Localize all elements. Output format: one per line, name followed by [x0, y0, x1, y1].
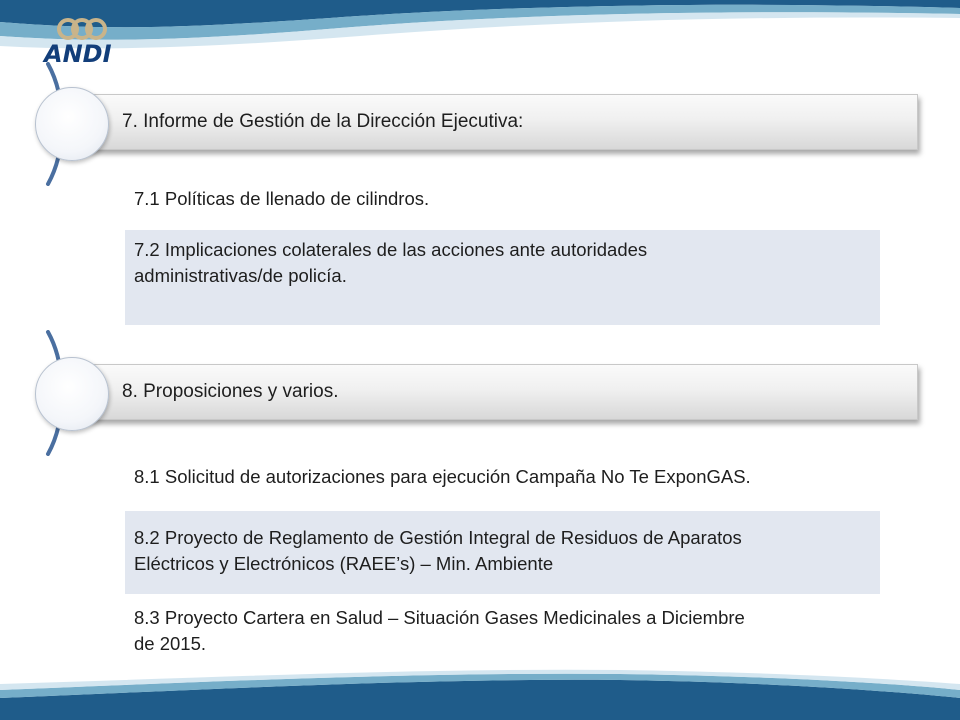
- item-8-3-line-2: de 2015.: [134, 633, 207, 654]
- logo-rings-icon: [56, 16, 116, 42]
- item-8-3-line-1: 8.3 Proyecto Cartera en Salud – Situación Gases Medicinales a Diciembre: [134, 607, 745, 628]
- section-7-title: 7. Informe de Gestión de la Dirección Ejecutiva:: [122, 111, 524, 132]
- item-8-2-line-2: Eléctricos y Electrónicos (RAEE’s) – Min. Ambiente: [134, 553, 554, 574]
- section-7-bullet-circle: [35, 87, 109, 161]
- bottom-wave-decoration: [0, 660, 960, 720]
- item-8-2: [134, 525, 864, 577]
- section-8-bullet-circle: [35, 357, 109, 431]
- section-8-title: 8. Proposiciones y varios.: [122, 381, 339, 402]
- item-7-2-line-2: administrativas/de policía.: [134, 265, 347, 286]
- item-7-2: [134, 237, 864, 289]
- top-wave-decoration: [0, 0, 960, 80]
- item-7-1: 7.1 Políticas de llenado de cilindros.: [134, 188, 430, 209]
- item-8-1: 8.1 Solicitud de autorizaciones para ejecución Campaña No Te ExponGAS.: [134, 466, 751, 487]
- logo-text: ANDI: [44, 40, 112, 68]
- item-8-2-line-1: 8.2 Proyecto de Reglamento de Gestión Integral de Residuos de Aparatos: [134, 527, 742, 548]
- item-7-2-line-1: 7.2 Implicaciones colaterales de las acciones ante autoridades: [134, 239, 648, 260]
- item-8-3: [134, 605, 864, 657]
- andi-logo: [38, 14, 118, 66]
